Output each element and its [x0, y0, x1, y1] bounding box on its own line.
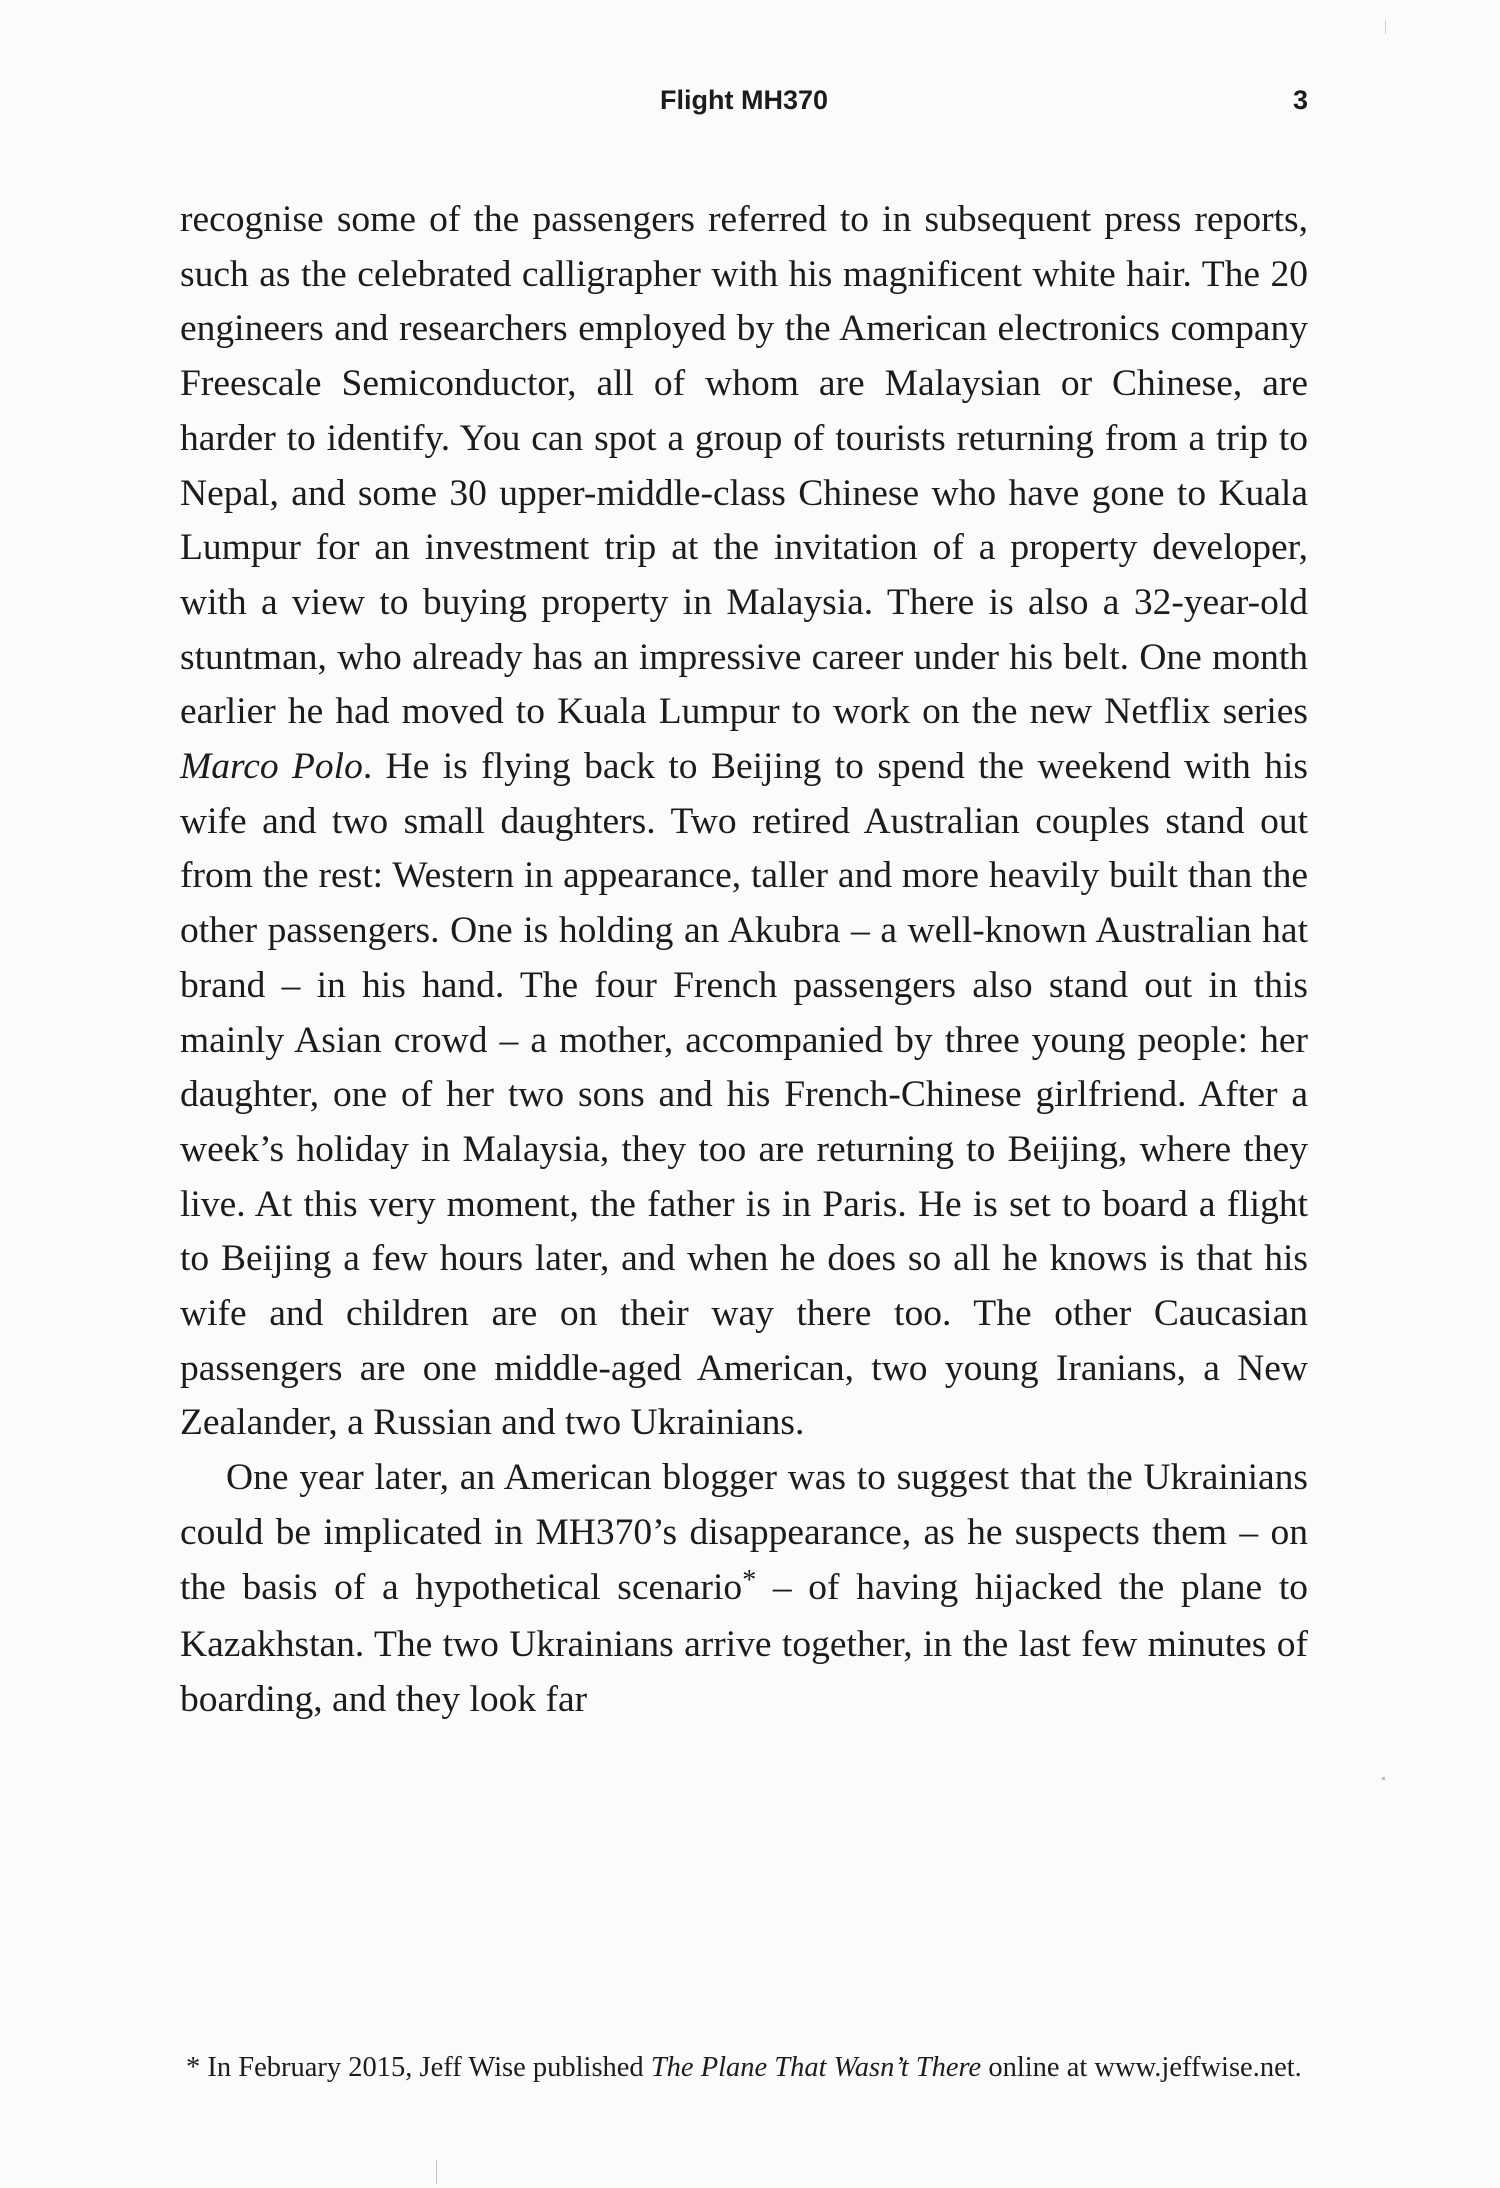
paragraph-text: recognise some of the passengers referred to in subsequent press reports, such as the celebrated calligrapher with his magnificent white hair. The 20 engineers and researchers employed by the American electronics company Freescale Semiconductor, all of whom are Malaysian or Chinese, are harder to identify. You can spot a group of tourists returning from a trip to Nepal, and some 30 upper-middle-class Chinese who have gone to Kuala Lumpur for an investment trip at the invitation of a property developer, with a view to buying property in Malaysia. There is also a 32-year-old stuntman, who already has an impressive career under his belt. One month earlier he had moved to Kuala Lumpur to work on the new Netflix series: [180, 199, 1308, 733]
footnote-part: online at www.jeffwise.net.: [981, 2052, 1302, 2083]
scan-artifact-line: [1385, 20, 1386, 34]
running-head: [180, 80, 1308, 120]
footnote-part: In February 2015, Jeff Wise published: [200, 2052, 651, 2083]
footnote-marker: *: [186, 2052, 201, 2083]
running-head-title: Flight MH370: [659, 85, 828, 115]
paragraph-text: – of having hijacked the plane to Kazakhstan. The two Ukrainians arrive together, in the last few minutes of boarding, and they look far: [180, 1566, 1308, 1720]
body-text: [180, 193, 1308, 1728]
page-number: 3: [1292, 85, 1308, 115]
footnote: [180, 2046, 1308, 2090]
footnote-text: [180, 2046, 1308, 2090]
scan-artifact-line: [436, 2160, 437, 2184]
footnote-reference: *: [742, 1564, 757, 1596]
book-title: The Plane That Wasn’t There: [650, 2052, 982, 2083]
scan-artifact-line: [1382, 1777, 1385, 1780]
paragraph-text: One year later, an American blogger was to suggest that the Ukrainians could be implicated in MH370’s disappearance, as he suspects them – on the basis of a hypothetical scenario: [180, 1457, 1308, 1608]
paragraph-text: . He is flying back to Beijing to spend the weekend with his wife and two small daughters. Two retired Australian couples stand out from the rest: Western in appearance, taller and more heavily built than the other passengers. One is holding an Akubra – a well-known Australian hat brand – in his hand. The four French passengers also stand out in this mainly Asian crowd – a mother, accompanied by three young people: her daughter, one of her two sons and his French-Chinese girlfriend. After a week’s holiday in Malaysia, they too are returning to Beijing, where they live. At this very moment, the father is in Paris. He is set to board a flight to Beijing a few hours later, and when he does so all he knows is that his wife and children are on their way there too. The other Caucasian passengers are one middle-aged American, two young Iranians, a New Zealander, a Russian and two Ukrainians.: [180, 746, 1308, 1444]
paragraph: [180, 1451, 1308, 1728]
series-title: Marco Polo: [180, 746, 363, 788]
paragraph: [180, 193, 1308, 1451]
